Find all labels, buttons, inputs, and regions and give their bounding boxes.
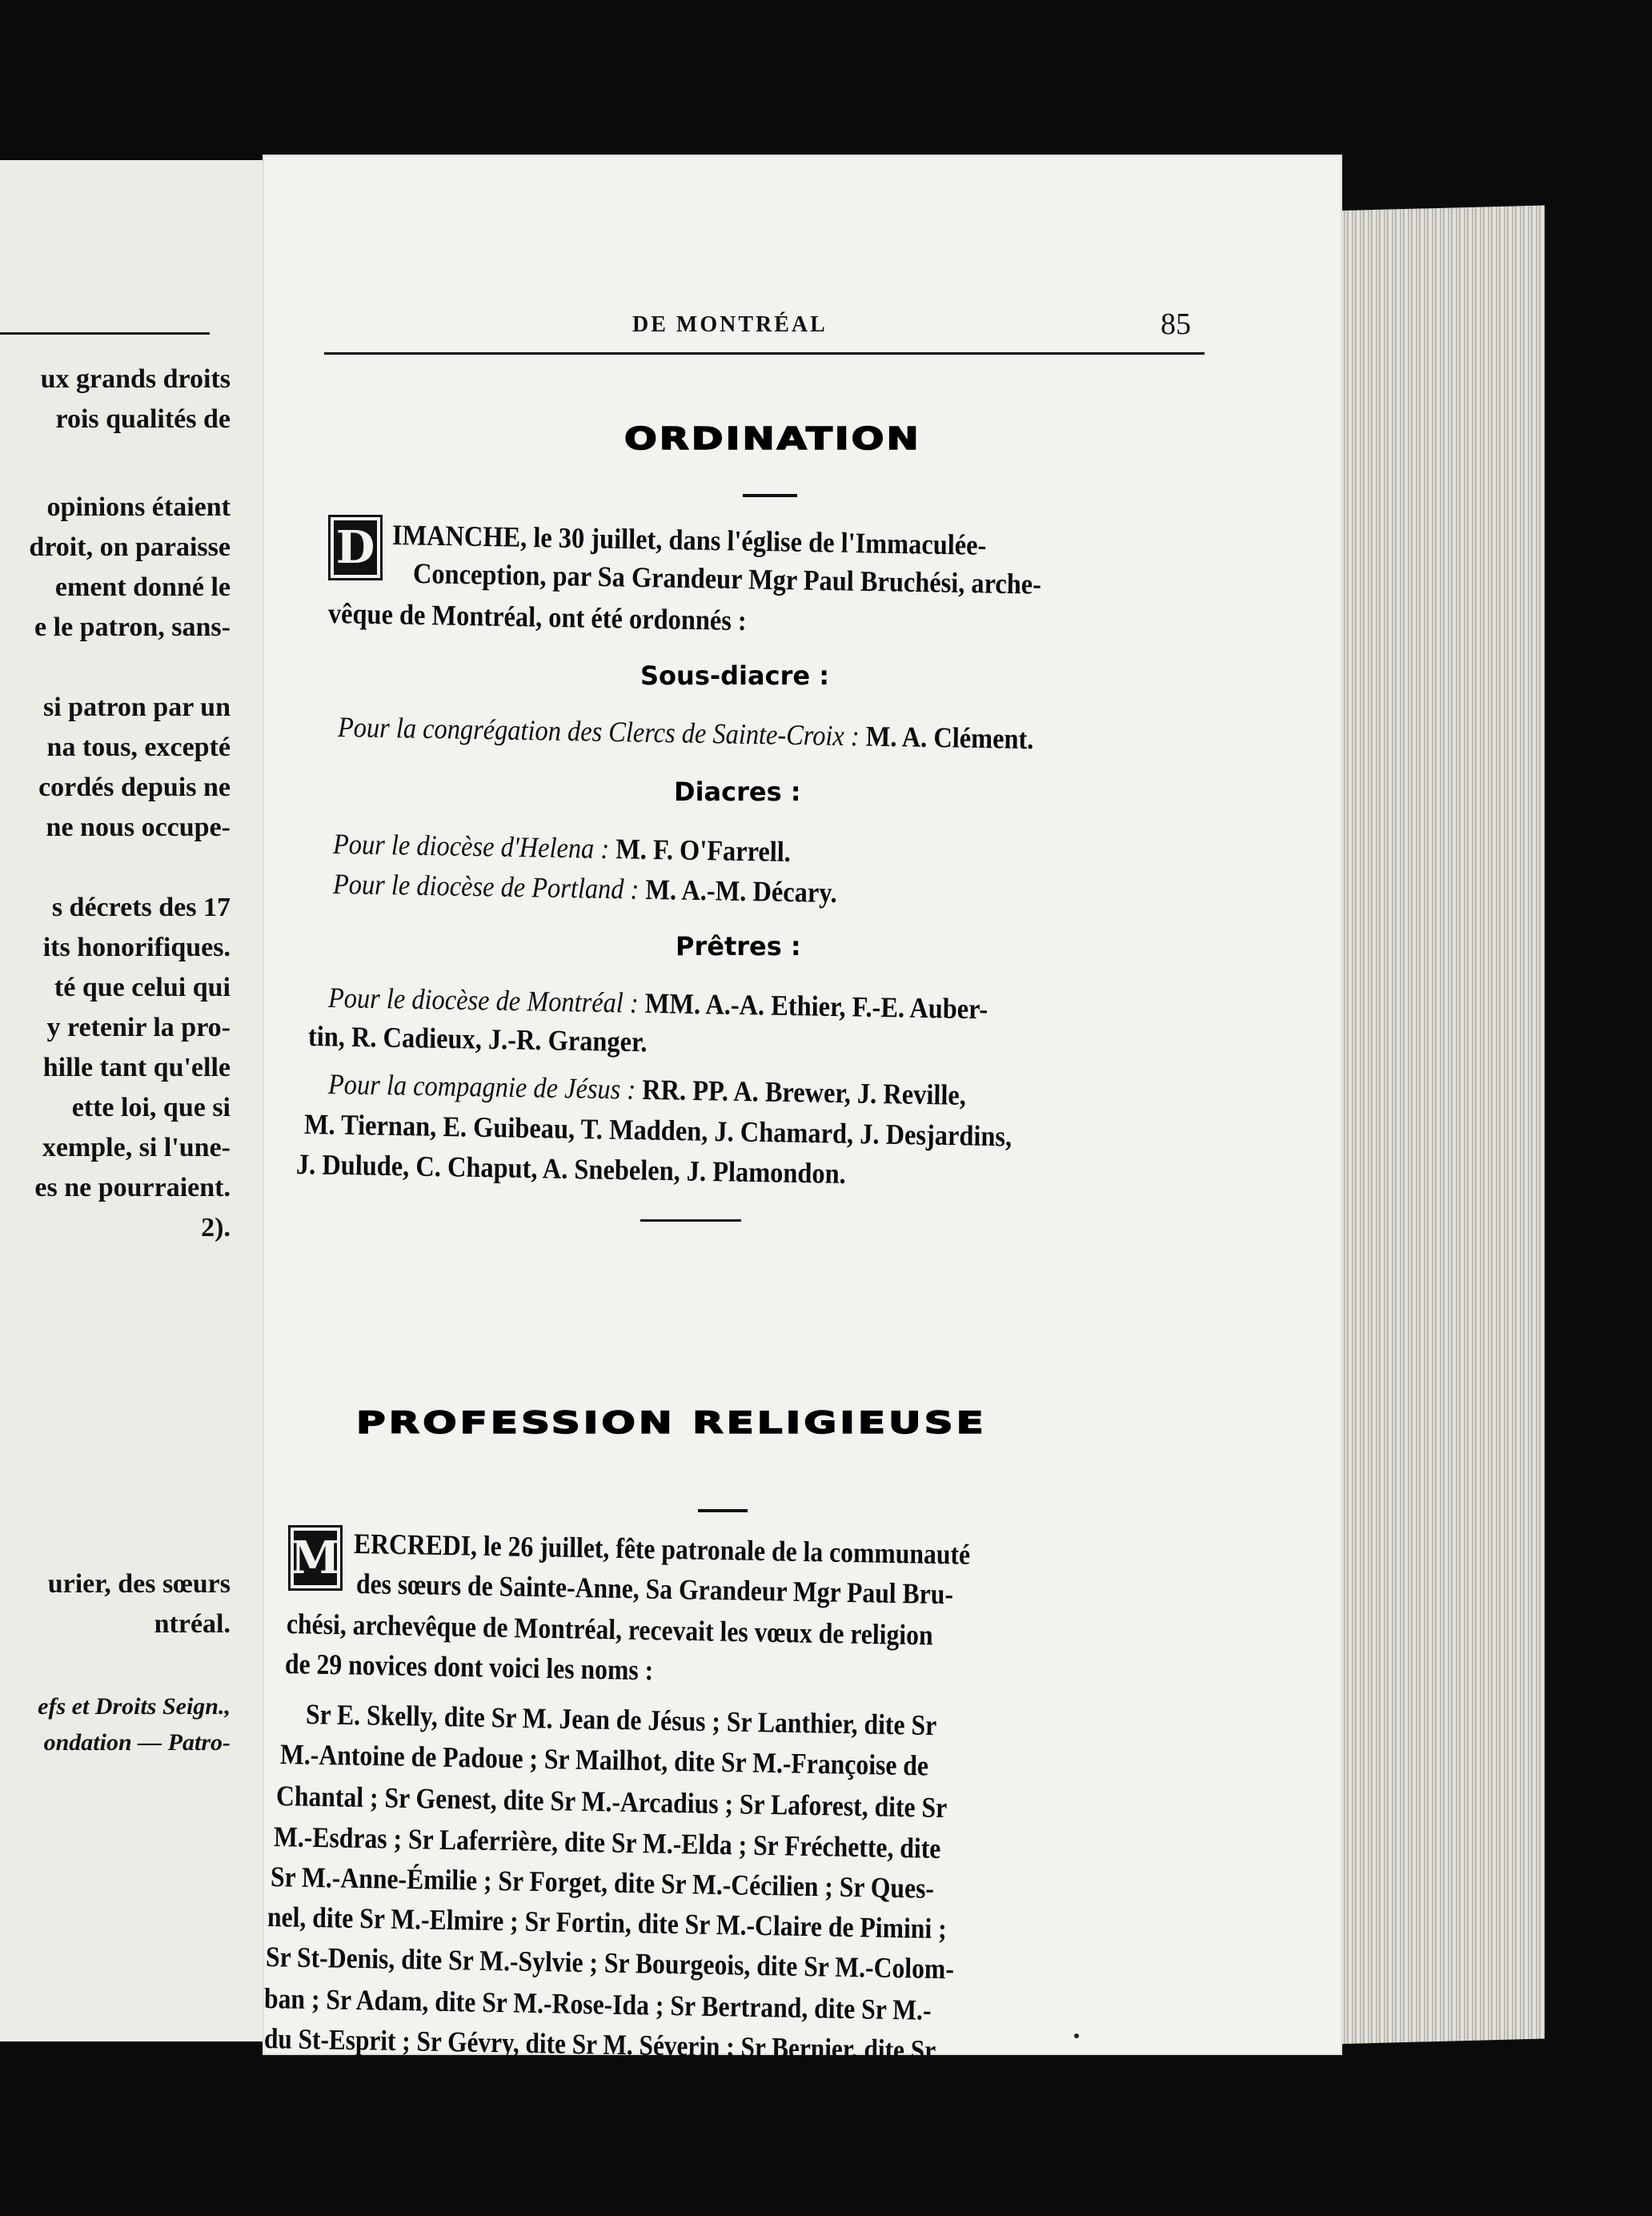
page-number: 85	[1161, 307, 1191, 341]
pretres-montreal-line: tin, R. Cadieux, J.-R. Granger.	[307, 1020, 648, 1058]
left-line: ette loi, que si	[71, 1093, 231, 1122]
left-line: 2).	[201, 1213, 231, 1242]
sous-diacre-names: M. A. Clément.	[865, 720, 1034, 756]
pretres-jesus-names: RR. PP. A. Brewer, J. Reville,	[641, 1073, 967, 1111]
left-line: na tous, excepté	[46, 733, 231, 762]
left-line: opinions étaient	[46, 492, 231, 522]
title-rule	[698, 1509, 748, 1512]
left-line: rois qualités de	[55, 404, 231, 434]
header-rule	[324, 352, 1205, 355]
left-line: hille tant qu'elle	[42, 1053, 231, 1082]
left-line: ux grands droits	[40, 364, 231, 394]
left-line: e le patron, sans-	[34, 612, 231, 642]
profession-line: Chantal ; Sr Genest, dite Sr M.-Arcadius ; Sr Laforest, dite Sr	[275, 1780, 948, 1824]
sous-diacre-heading: Sous-diacre :	[640, 660, 829, 691]
diacre-names: M. F. O'Farrell.	[615, 833, 792, 868]
profession-line: Sr E. Skelly, dite Sr M. Jean de Jésus ; Sr Lanthier, dite Sr	[305, 1698, 937, 1742]
diacre-line	[333, 827, 792, 869]
sous-diacre-prefix: Pour la congrégation des Clercs de Sainte-Croix :	[337, 711, 860, 753]
ordination-intro-line: Conception, par Sa Grandeur Mgr Paul Bruchési, arche-	[412, 557, 1042, 600]
profession-line: ban ; Sr Adam, dite Sr M.-Rose-Ida ; Sr Bertrand, dite Sr M.-	[263, 1982, 932, 2026]
section-separator	[640, 1219, 741, 1222]
profession-line: ERCREDI, le 26 juillet, fête patronale de la communauté	[353, 1528, 971, 1571]
profession-line: M.-Esdras ; Sr Laferrière, dite Sr M.-Elda ; Sr Fréchette, dite	[273, 1821, 941, 1865]
profession-title: PROFESSION RELIGIEUSE	[356, 1405, 987, 1440]
page-edges	[1329, 205, 1545, 2044]
drop-cap: M	[288, 1525, 343, 1591]
left-line: es ne pourraient.	[34, 1173, 231, 1202]
pretres-montreal-names: MM. A.-A. Ethier, F.-E. Auber-	[644, 986, 988, 1026]
pretres-jesus-prefix: Pour la compagnie de Jésus :	[327, 1068, 636, 1106]
profession-line: du St-Esprit ; Sr Gévry, dite Sr M. Séverin ; Sr Bernier, dite Sr	[263, 2022, 936, 2067]
left-line: té que celui qui	[54, 973, 231, 1002]
diacre-prefix: Pour le diocèse d'Helena :	[332, 828, 610, 865]
left-line: si patron par un	[43, 692, 231, 722]
ink-speck	[1074, 2033, 1079, 2038]
left-line: ondation — Patro-	[43, 1729, 231, 1756]
profession-line: nel, dite Sr M.-Elmire ; Sr Fortin, dite Sr M.-Claire de Pimini ;	[267, 1901, 947, 1945]
left-line: cordés depuis ne	[38, 773, 231, 802]
pretres-jesus-line: M. Tiernan, E. Guibeau, T. Madden, J. Chamard, J. Desjardins,	[303, 1108, 1012, 1153]
pretres-heading: Prêtres :	[676, 931, 801, 961]
left-line: s décrets des 17	[51, 893, 231, 922]
left-line: its honorifiques.	[42, 933, 231, 962]
diacre-prefix: Pour le diocèse de Portland :	[332, 868, 640, 905]
page-header	[324, 300, 1205, 364]
profession-line: chési, archevêque de Montréal, recevait les vœux de religion	[286, 1608, 933, 1652]
profession-line: M.-Antoine de Padoue ; Sr Mailhot, dite Sr M.-Françoise de	[279, 1738, 929, 1782]
left-line: urier, des sœurs	[47, 1569, 231, 1599]
main-page	[263, 156, 1341, 2067]
left-page-rule	[0, 332, 210, 335]
left-line: efs et Droits Seign.,	[38, 1693, 231, 1720]
left-line: droit, on paraisse	[29, 532, 231, 562]
left-line: y retenir la pro-	[46, 1013, 231, 1042]
diacre-names: M. A.-M. Décary.	[645, 873, 838, 909]
left-line: ement donné le	[54, 572, 231, 602]
profession-line: de 29 novices dont voici les noms :	[284, 1648, 654, 1687]
ordination-title: ORDINATION	[624, 420, 921, 457]
diacres-heading: Diacres :	[674, 777, 801, 807]
profession-line: Sr St-Denis, dite Sr M.-Sylvie ; Sr Bourgeois, dite Sr M.-Colom-	[265, 1941, 955, 1985]
pretres-jesus-line: J. Dulude, C. Chaput, A. Snebelen, J. Plamondon.	[295, 1148, 847, 1190]
running-title: DE MONTRÉAL	[632, 312, 828, 337]
diacre-line	[333, 867, 837, 909]
left-line: ntréal.	[154, 1609, 231, 1639]
left-line: ne nous occupe-	[46, 813, 231, 842]
pretres-jesus-line	[328, 1067, 966, 1112]
ordination-intro-line: IMANCHE, le 30 juillet, dans l'église de l'Immaculée-	[391, 519, 987, 561]
left-page	[0, 160, 267, 2041]
left-line: xemple, si l'une-	[42, 1133, 231, 1162]
pretres-montreal-prefix: Pour le diocèse de Montréal :	[327, 982, 640, 1019]
title-rule	[743, 494, 797, 497]
sous-diacre-line	[338, 710, 1034, 756]
pretres-montreal-line	[328, 981, 988, 1026]
ordination-intro-line: vêque de Montréal, ont été ordonnés :	[327, 597, 748, 637]
drop-cap: D	[328, 515, 383, 580]
profession-line: des sœurs de Sainte-Anne, Sa Grandeur Mgr Paul Bru-	[355, 1568, 954, 1611]
profession-line: Sr M.-Anne-Émilie ; Sr Forget, dite Sr M.-Cécilien ; Sr Ques-	[270, 1861, 935, 1905]
